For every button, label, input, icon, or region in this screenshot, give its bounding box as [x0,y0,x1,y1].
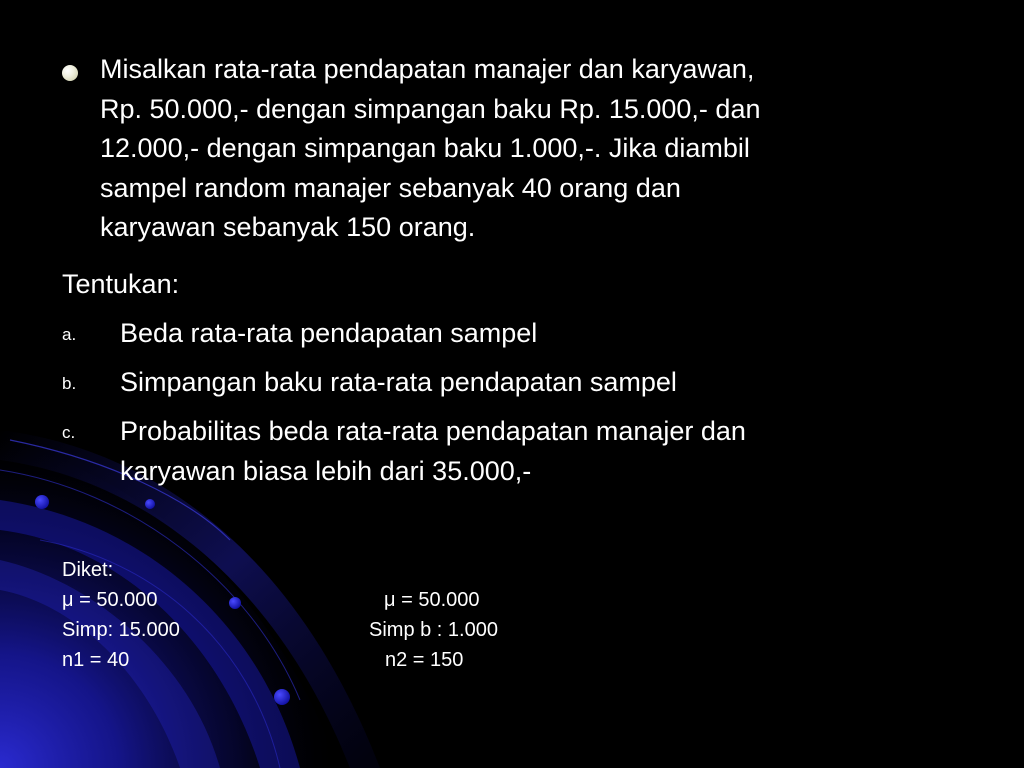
list-marker: a. [62,325,77,344]
list-item-text [120,362,940,402]
diket-block [62,555,498,675]
list-item-text [120,313,940,353]
diket-row-mean [62,585,480,615]
diket-right-value: n2 = 150 [385,649,464,671]
bullet-line: 12.000,- dengan simpangan baku 1.000,-. Jika diambil [100,133,750,163]
list-line: Simpangan baku rata-rata pendapatan sampel [120,367,677,397]
tentukan-heading: Tentukan: [62,269,180,299]
bullet-paragraph-text [100,50,960,248]
bullet-line: Misalkan rata-rata pendapatan manajer dan karyawan, [100,54,755,84]
list-line: Beda rata-rata pendapatan sampel [120,318,538,348]
bullet-line: karyawan sebanyak 150 orang. [100,212,476,242]
diket-left-value: Simp: 15.000 [62,619,180,641]
diket-left-value: μ = 50.000 [62,589,158,611]
diket-row-n [62,645,464,675]
bullet-dot-icon [62,65,78,81]
bullet-line: Rp. 50.000,- dengan simpangan baku Rp. 15.000,- dan [100,93,761,124]
diket-right-value: Simp b : 1.000 [369,619,498,641]
diket-row-simp [62,615,498,645]
diket-left-value: n1 = 40 [62,649,130,671]
bullet-line: sampel random manajer sebanyak 40 orang dan [100,172,681,203]
list-line: Probabilitas beda rata-rata pendapatan manajer dan [120,416,746,446]
diket-right-value: μ = 50.000 [384,589,480,611]
diket-title: Diket: [62,559,114,581]
list-marker: b. [62,374,77,393]
list-item-text [120,411,940,491]
list-marker: c. [62,423,76,442]
list-line: karyawan biasa lebih dari 35.000,- [120,456,532,486]
